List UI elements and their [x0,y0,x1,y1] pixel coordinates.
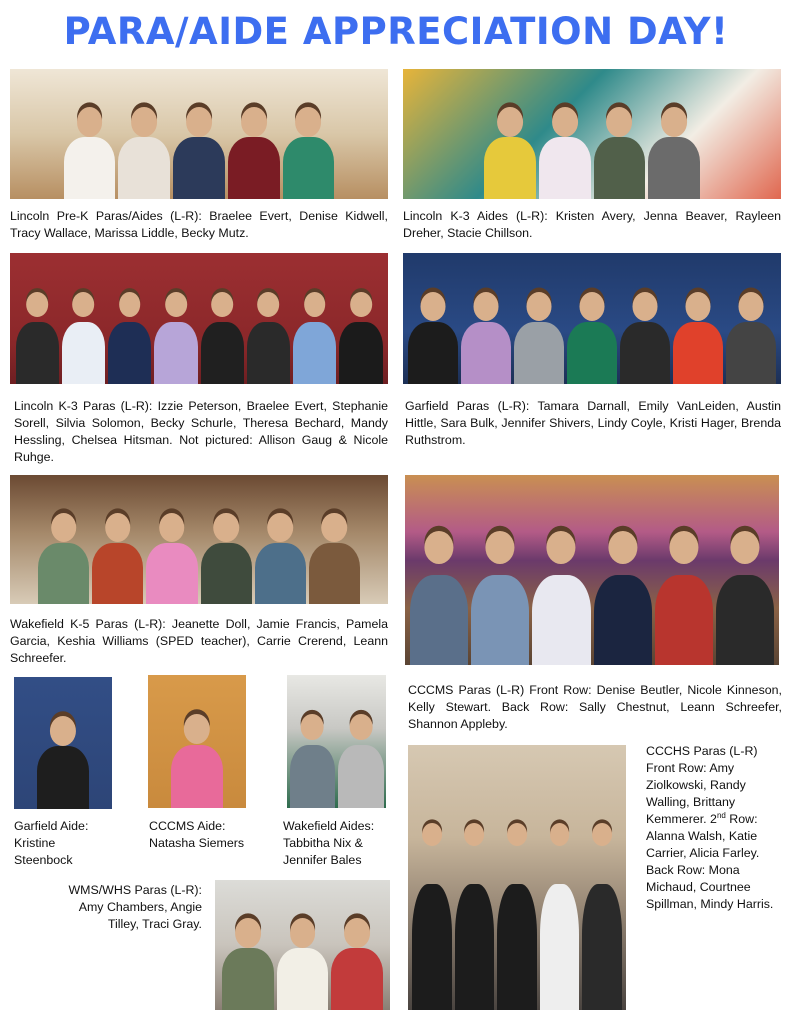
person-figure [293,290,336,384]
person-body [37,746,89,809]
caption-wms-whs: WMS/WHS Paras (L-R): Amy Chambers, Angie Tilley, Traci Gray. [68,883,202,931]
person-figure [338,712,384,808]
person-body [567,322,617,384]
person-head [592,823,612,846]
person-body [64,137,116,199]
caption-lincoln-k3-paras: Lincoln K-3 Paras (L-R): Izzie Peterson, Braelee Evert, Stephanie Sorell, Silvia Solomon, Becky Schurle, Theresa Bechard, Mandy Hessling, Chelsea Hitsman. Not pictured: Allison Gaug & Nicole Ruhge. [14,399,388,464]
person-head [322,513,348,542]
caption-cccms-paras: CCCMS Paras (L-R) Front Row: Denise Beutler, Nicole Kinneson, Kelly Stewart. Back Row: Sally Chestnut, Leann Schreefer, Shannon Appleby. [408,683,782,731]
person-head [213,513,239,542]
person-body [461,322,511,384]
person-head [669,531,698,565]
person-head [119,292,141,317]
person-body [539,137,591,199]
person-figure [108,290,151,384]
person-head [344,918,370,948]
person-head [258,292,280,317]
person-figure [716,528,774,665]
photo-wms-whs [215,880,390,1010]
person-figure [410,528,468,665]
caption-wakefield-aides: Wakefield Aides: Tabbitha Nix & Jennifer Bales [283,819,375,867]
person-figure [594,105,646,199]
person-head [421,292,446,321]
person-figure [497,819,537,1010]
person-figure [673,290,723,384]
person-head [465,823,485,846]
caption-ccchs-part1: CCCHS Paras (L-R) Front Row: Amy Ziolkowski, Randy Walling, Brittany Kemmerer. 2 [646,744,758,826]
person-body [648,137,700,199]
caption-wakefield-k5: Wakefield K-5 Paras (L-R): Jeanette Doll, Jamie Francis, Pamela Garcia, Keshia Williams (SPED teacher), Carrie Crerend, Leann Schreefer. [10,617,388,665]
person-figure [484,105,536,199]
person-body [293,322,336,384]
person-body [408,322,458,384]
person-body [673,322,723,384]
person-head [739,292,764,321]
person-body [201,543,252,604]
person-figure [201,511,252,604]
person-figure [455,819,495,1010]
person-body [201,322,244,384]
person-body [514,322,564,384]
person-figure [412,819,452,1010]
person-head [290,918,316,948]
person-figure [92,511,143,604]
person-head [241,107,267,137]
person-head [211,292,233,317]
person-head [686,292,711,321]
person-body [716,575,774,665]
photo-cccms-aide [148,675,246,808]
person-figure [118,105,170,199]
person-body [532,575,590,665]
person-head [547,531,576,565]
person-head [235,918,261,948]
person-figure [171,712,224,808]
person-figure [655,528,713,665]
person-head [51,513,77,542]
caption-lincoln-k3-aides: Lincoln K-3 Aides (L-R): Kristen Avery, Jenna Beaver, Rayleen Dreher, Stacie Chillson. [403,209,781,240]
person-figure [309,511,360,604]
person-head [267,513,293,542]
person-head [77,107,103,137]
person-body [92,543,143,604]
person-head [159,513,185,542]
person-head [73,292,95,317]
person-head [474,292,499,321]
person-body [410,575,468,665]
person-body [594,575,652,665]
person-head [497,107,523,137]
person-head [527,292,552,321]
person-figure [339,290,382,384]
person-body [620,322,670,384]
person-body [484,137,536,199]
person-figure [201,290,244,384]
person-head [131,107,157,137]
person-head [507,823,527,846]
person-body [331,948,383,1010]
person-body [471,575,529,665]
person-body [255,543,306,604]
photo-cccms-paras [405,475,779,665]
person-head [165,292,187,317]
person-figure [283,105,335,199]
person-body [497,884,537,1010]
person-body [582,884,622,1010]
photo-lincoln-prek [10,69,388,199]
person-body [277,948,329,1010]
caption-garfield-paras: Garfield Paras (L-R): Tamara Darnall, Emily VanLeiden, Austin Hittle, Sara Bulk, Jennifer Shivers, Lindy Coyle, Kristi Hager, Brenda Ruthstrom. [405,399,781,447]
person-body [540,884,580,1010]
person-body [16,322,59,384]
person-head [485,531,514,565]
page-title: PARA/AIDE APPRECIATION DAY! [63,10,729,53]
person-head [50,716,76,746]
person-body [171,745,224,808]
person-head [424,531,453,565]
person-figure [532,528,590,665]
person-figure [408,290,458,384]
person-head [304,292,326,317]
photo-wakefield-k5 [10,475,388,604]
person-body [118,137,170,199]
person-figure [726,290,776,384]
person-body [228,137,280,199]
person-figure [247,290,290,384]
person-body [283,137,335,199]
photo-lincoln-k3-paras [10,253,388,384]
person-figure [38,511,89,604]
person-head [295,107,321,137]
person-figure [471,528,529,665]
person-body [290,745,336,808]
person-figure [648,105,700,199]
person-figure [461,290,511,384]
person-head [580,292,605,321]
person-body [309,543,360,604]
caption-garfield-aide: Garfield Aide: Kristine Steenbock [14,819,89,867]
person-body [154,322,197,384]
photo-garfield-aide [14,677,112,809]
person-head [350,292,372,317]
person-figure [154,290,197,384]
person-head [186,107,212,137]
person-head [349,714,372,740]
person-figure [582,819,622,1010]
person-figure [62,290,105,384]
person-body [222,948,274,1010]
person-body [108,322,151,384]
person-figure [331,916,383,1010]
person-figure [567,290,617,384]
person-head [301,714,324,740]
photo-garfield-paras [403,253,781,384]
person-head [606,107,632,137]
person-body [594,137,646,199]
photo-ccchs-paras [408,745,626,1010]
person-body [339,322,382,384]
person-body [247,322,290,384]
person-head [731,531,760,565]
person-body [38,543,89,604]
person-body [455,884,495,1010]
person-body [62,322,105,384]
person-figure [255,511,306,604]
person-head [661,107,687,137]
photo-wakefield-aides [287,675,386,808]
person-figure [146,511,197,604]
person-figure [277,916,329,1010]
caption-lincoln-prek: Lincoln Pre-K Paras/Aides (L-R): Braelee Evert, Denise Kidwell, Tracy Wallace, Marissa Liddle, Becky Mutz. [10,209,388,240]
caption-ccchs-part2: Row: Alanna Walsh, Katie Carrier, Alicia Farley. Back Row: Mona Michaud, Courtnee Spillman, Mindy Harris. [646,812,774,911]
person-head [608,531,637,565]
person-figure [37,714,89,809]
person-head [422,823,442,846]
person-head [550,823,570,846]
person-body [173,137,225,199]
person-figure [514,290,564,384]
person-head [105,513,131,542]
person-figure [594,528,652,665]
caption-ccchs-ordinal: nd [716,810,726,820]
person-head [26,292,48,317]
person-figure [290,712,336,808]
person-body [338,745,384,808]
person-body [146,543,197,604]
person-figure [228,105,280,199]
person-head [184,714,210,744]
person-figure [539,105,591,199]
person-figure [173,105,225,199]
person-head [552,107,578,137]
photo-lincoln-k3-aides [403,69,781,199]
person-figure [64,105,116,199]
caption-ccchs-paras [646,743,786,913]
person-body [412,884,452,1010]
person-figure [620,290,670,384]
person-head [633,292,658,321]
person-body [655,575,713,665]
caption-cccms-aide: CCCMS Aide: Natasha Siemers [149,819,245,850]
person-figure [222,916,274,1010]
person-body [726,322,776,384]
person-figure [540,819,580,1010]
person-figure [16,290,59,384]
